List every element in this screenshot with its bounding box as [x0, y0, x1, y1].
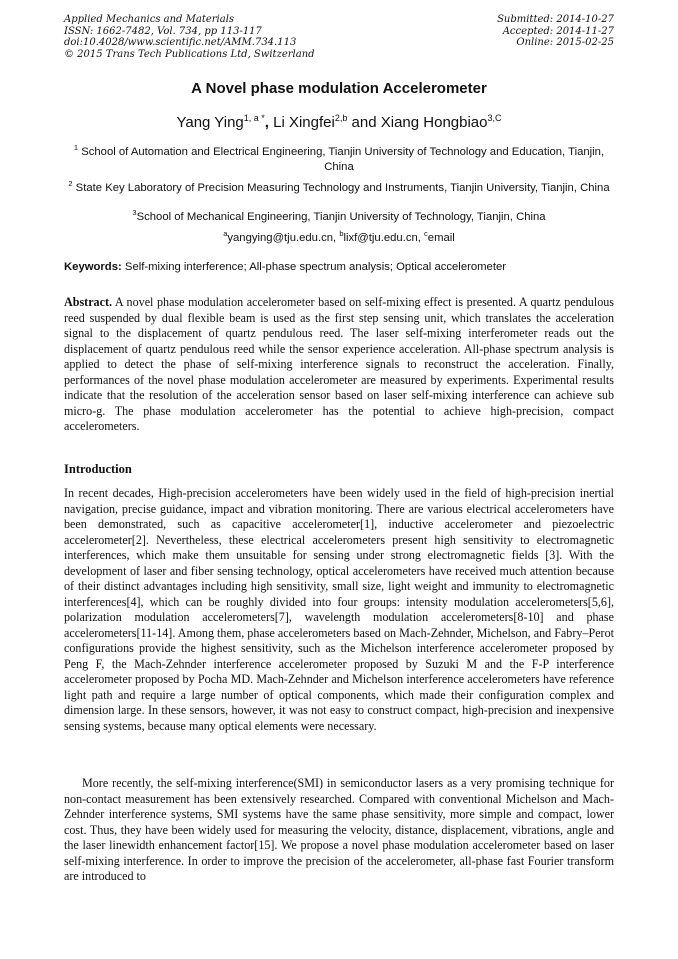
keywords: [64, 261, 614, 273]
email-c: email: [427, 231, 455, 244]
author-separator: ,: [264, 114, 274, 131]
journal-name: Applied Mechanics and Materials: [64, 14, 235, 25]
publication-dates: [497, 14, 614, 49]
affiliation-1-text: School of Automation and Electrical Engineering, Tianjin University of Technology and Education, Tianjin, China: [81, 145, 605, 173]
journal-doi: doi:10.4028/www.scientific.net/AMM.734.113: [64, 37, 297, 49]
journal-info: [64, 14, 315, 60]
accepted-date: Accepted: 2014-11-27: [502, 25, 614, 37]
email-a-sup: a: [223, 229, 228, 238]
author-separator-and: and: [347, 114, 381, 131]
affiliation-3-text: School of Mechanical Engineering, Tianjin University of Technology, Tianjin, China: [136, 210, 546, 223]
author-1-sup: 1, a *: [243, 113, 265, 123]
affiliation-1-sup: 1: [73, 143, 79, 152]
email-line: [64, 226, 614, 246]
author-3-sup: 3,C: [487, 113, 502, 123]
email-b: lixf@tju.edu.cn,: [343, 231, 425, 244]
abstract-text: A novel phase modulation accelerometer based on self-mixing effect is presented. A quartz pendulous reed suspended by dual flexible beam is used as the first step sensing unit, which translates the acceleration signal to the displacement of quartz pendulous reed. The laser self-mixing interferometer reads out the displacement of quartz pendulous reed while the sensor experience acceleration. All-phase spectrum analysis is applied to detect the phase of self-mixing interference signals to reconstruct the acceleration. Finally, performances of the novel phase modulation accelerometer are measured by experiments. Experimental results indicate that the resolution of the acceleration sensor based on laser self-mixing interference can achieve sub micro-g. The phase modulation accelerometer has the potential to achieve high-precision, compact accelerometers.: [64, 295, 614, 433]
affiliation-2-text: State Key Laboratory of Precision Measuring Technology and Instruments, Tianjin University, Tianjin, China: [75, 181, 610, 194]
paper-title: A Novel phase modulation Accelerometer: [191, 80, 487, 97]
introduction-heading: Introduction: [64, 462, 132, 476]
introduction-paragraph-1: In recent decades, High-precision accelerometers have been widely used in the field of high-precision inertial navigation, precise guidance, impact and vibration monitoring. There are various electrical accelerometers have been demonstrated, such as capacitive accelerometer[1], inductive accelerometer and piezoelectric accelerometer[2]. Nevertheless, these electrical accelerometers present high sensitivity to electromagnetic interferences, which make them unsuitable for sensing under strong electromagnetic fields [3]. With the development of laser and fiber sensing technology, optical accelerometers have received much attention because of their distinct advantages including high sensitivity, small size, light weight and immunity to electromagnetic interferences[4], which can be roughly divided into four groups: intensity modulation accelerometers[5,6], polarization modulation accelerometers[7], wavelength modulation accelerometers[8-10] and phase accelerometers[11-14]. Among them, phase accelerometers based on Mach-Zehnder, Michelson, and Fabry–Perot configurations provide the highest sensitivity, such as the Michelson interference accelerometer proposed by Peng F, the Mach-Zehnder interference accelerometer proposed by Suzuki M and the F-P interference accelerometer proposed by Pocha MD. Mach-Zehnder and Michelson interference accelerometers have reference light path and require a large number of optical components, which made their configuration complex and dimension large. In these sensors, however, it was not easy to construct compact, high-precision and inexpensive sensing systems, because many optical elements were necessary.: [64, 486, 614, 733]
affiliation-2-sup: 2: [68, 179, 73, 188]
introduction-paragraph-2: More recently, the self-mixing interference(SMI) in semiconductor lasers as a very promising technique for non-contact measurement has been extensively researched. Compared with conventional Michelson and Mach-Zehnder interference systems, SMI systems have the same phase sensitivity, more simple and compact, lower cost. Thus, they have been widely used for measuring the velocity, distance, displacement, vibrations, angle and the laser linewidth enhancement factor[15]. We propose a novel phase modulation accelerometer based on laser self-mixing interference. In order to improve the precision of the accelerometer, all-phase fast Fourier transform are introduced to: [64, 776, 614, 883]
abstract-label: Abstract.: [64, 295, 113, 309]
author-2: Li Xingfei: [273, 114, 335, 131]
journal-issn: ISSN: 1662-7482, Vol. 734, pp 113-117: [64, 25, 262, 37]
affiliation-3: [64, 205, 614, 225]
keywords-text: Self-mixing interference; All-phase spectrum analysis; Optical accelerometer: [121, 261, 507, 273]
keywords-label: Keywords:: [64, 261, 122, 273]
email-c-sup: c: [424, 229, 428, 238]
author-1: Yang Ying: [176, 114, 244, 131]
author-list: [0, 113, 678, 131]
email-a: yangying@tju.edu.cn,: [227, 231, 340, 244]
journal-copyright: © 2015 Trans Tech Publications Ltd, Switzerland: [64, 48, 315, 60]
affiliation-3-sup: 3: [132, 208, 137, 217]
affiliation-2: [64, 176, 614, 196]
author-3: Xiang Hongbiao: [380, 114, 488, 131]
affiliation-1: [64, 140, 614, 175]
online-date: Online: 2015-02-25: [516, 37, 614, 49]
submitted-date: Submitted: 2014-10-27: [497, 14, 614, 25]
email-b-sup: b: [339, 229, 344, 238]
author-2-sup: 2,b: [334, 113, 348, 123]
abstract: [64, 295, 614, 435]
